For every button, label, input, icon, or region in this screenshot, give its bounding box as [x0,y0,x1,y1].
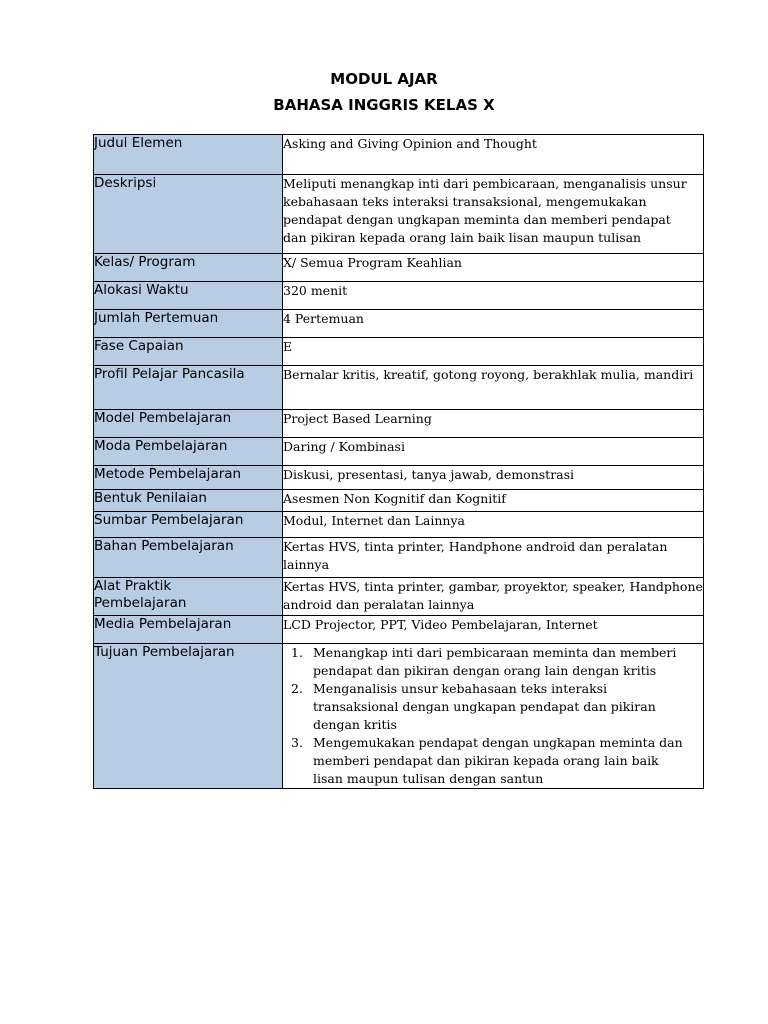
row-value-line: Asking and Giving Opinion and Thought [283,136,537,151]
row-value [283,438,704,466]
row-value-line: Diskusi, presentasi, tanya jawab, demonstrasi [283,467,575,482]
document-title: MODUL AJAR [330,70,438,88]
table-row [94,490,704,512]
list-item-line: Mengemukakan pendapat dengan ungkapan meminta dan [313,735,683,750]
list-item-number: 3. [291,735,303,750]
list-item-line: dengan kritis [313,717,397,732]
table-row [94,175,704,254]
document-subtitle: BAHASA INGGRIS KELAS X [273,96,495,114]
row-label: Tujuan Pembelajaran [94,644,283,789]
row-value [283,366,704,410]
row-label-line: Alat Praktik [94,578,172,594]
list-item-line: Menganalisis unsur kebahasaan teks interaksi [313,681,608,696]
row-label: Kelas/ Program [94,254,283,282]
row-label: Sumbar Pembelajaran [94,512,283,538]
row-value [283,512,704,538]
row-label: Judul Elemen [94,135,283,175]
table-row [94,512,704,538]
row-value-line: E [283,339,293,354]
list-item-text [313,734,683,788]
row-value [283,254,704,282]
list-item-text [313,644,676,680]
table-row [94,254,704,282]
row-value-line: android dan peralatan lainnya [283,597,475,612]
table-row [94,310,704,338]
row-value [283,310,704,338]
row-value-line: 320 menit [283,283,348,298]
row-value [283,578,704,616]
row-value [283,282,704,310]
table-row [94,438,704,466]
table-row [94,338,704,366]
row-value-line: Modul, Internet dan Lainnya [283,513,465,528]
table-row [94,410,704,438]
row-label: Metode Pembelajaran [94,466,283,490]
row-label: Alokasi Waktu [94,282,283,310]
module-table [93,134,704,789]
list-item-number: 2. [291,681,303,696]
row-value-line: Kertas HVS, tinta printer, Handphone android dan peralatan [283,539,668,554]
row-value-line: X/ Semua Program Keahlian [283,255,462,270]
row-value [283,410,704,438]
list-item-number: 1. [291,645,303,660]
table-row-tujuan [94,644,704,789]
table-row [94,616,704,644]
row-label: Deskripsi [94,175,283,254]
table-row [94,135,704,175]
table-row [94,282,704,310]
row-value [283,616,704,644]
row-value [283,538,704,578]
list-item-line: transaksional dengan ungkapan pendapat dan pikiran [313,699,656,714]
row-label: Fase Capaian [94,338,283,366]
row-label: Media Pembelajaran [94,616,283,644]
row-value [283,175,704,254]
row-label: Profil Pelajar Pancasila [94,366,283,410]
row-label: Bentuk Penilaian [94,490,283,512]
row-value-line: Bernalar kritis, kreatif, gotong royong, berakhlak mulia, mandiri [283,367,694,382]
row-label-line: Pembelajaran [94,595,187,611]
list-item [291,734,703,788]
row-value [283,466,704,490]
row-value [283,338,704,366]
row-label: Moda Pembelajaran [94,438,283,466]
row-value-line: Asesmen Non Kognitif dan Kognitif [283,491,506,506]
table-row [94,578,704,616]
list-item-line: memberi pendapat dan pikiran kepada orang lain baik [313,753,659,768]
table-row [94,366,704,410]
row-value-line: 4 Pertemuan [283,311,364,326]
table-row [94,538,704,578]
row-label: Jumlah Pertemuan [94,310,283,338]
row-value-line: pendapat dengan ungkapan meminta dan memberi pendapat [283,212,671,227]
list-item-line: lisan maupun tulisan dengan santun [313,771,544,786]
list-item [291,644,703,680]
list-item-line: Menangkap inti dari pembicaraan meminta dan memberi [313,645,677,660]
row-value-line: kebahasaan teks interaksi transaksional, mengemukakan [283,194,647,209]
row-label: Model Pembelajaran [94,410,283,438]
list-item [291,680,703,734]
row-value-line: Kertas HVS, tinta printer, gambar, proyektor, speaker, Handphone [283,579,703,594]
row-value-line: Daring / Kombinasi [283,439,405,454]
row-value-line: lainnya [283,557,330,572]
row-label [94,578,283,616]
table-row [94,466,704,490]
row-label: Bahan Pembelajaran [94,538,283,578]
list-item-line: pendapat dan pikiran dengan orang lain dengan kritis [313,663,657,678]
row-value [283,135,704,175]
row-value-line: LCD Projector, PPT, Video Pembelajaran, Internet [283,617,598,632]
row-value-line: Meliputi menangkap inti dari pembicaraan, menganalisis unsur [283,176,687,191]
row-value-line: Project Based Learning [283,411,432,426]
list-item-text [313,680,656,734]
row-value [283,490,704,512]
tujuan-list [283,644,704,789]
row-value-line: dan pikiran kepada orang lain baik lisan maupun tulisan [283,230,642,245]
